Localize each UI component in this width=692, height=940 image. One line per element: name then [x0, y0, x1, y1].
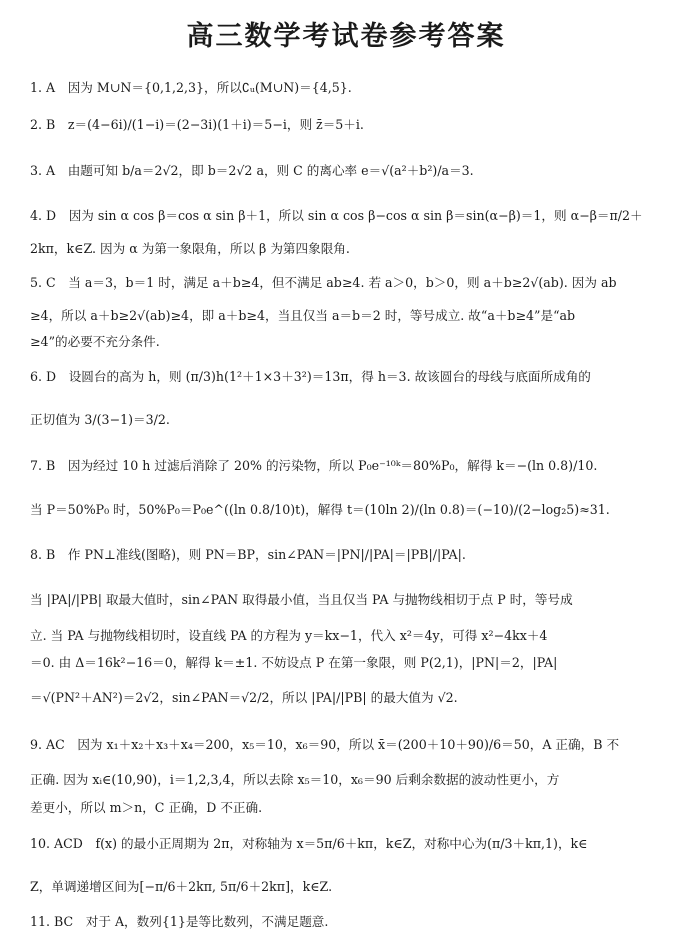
answer-9-line-2: 正确. 因为 xᵢ∈(10,90)，i＝1,2,3,4，所以去除 x₅＝10，x₆＝90 后剩余数据的波动性更小，方 — [30, 772, 560, 787]
answer-9-line-1: 9. AC 因为 x₁＋x₂＋x₃＋x₄＝200，x₅＝10，x₆＝90，所以 x̄＝(200＋10＋90)/6＝50，A 正确，B 不 — [30, 737, 620, 752]
answer-1-line-1: 1. A 因为 M∪N＝{0,1,2,3}，所以∁ᵤ(M∪N)＝{4,5}. — [30, 80, 352, 95]
answer-5-line-1: 5. C 当 a＝3，b＝1 时，满足 a＋b≥4，但不满足 ab≥4. 若 a＞0，b＞0，则 a＋b≥2√(ab). 因为 ab — [30, 275, 617, 290]
answer-7-line-1: 7. B 因为经过 10 h 过滤后消除了 20% 的污染物，所以 P₀e⁻¹⁰ᵏ＝80%P₀，解得 k＝−(ln 0.8)/10. — [30, 458, 598, 473]
answer-6-line-1: 6. D 设圆台的高为 h，则 (π/3)h(1²＋1×3＋3²)＝13π，得 h＝3. 故该圆台的母线与底面所成角的 — [30, 369, 591, 384]
answer-5-line-3: ≥4”的必要不充分条件. — [30, 334, 160, 349]
answer-10-line-1: 10. ACD f(x) 的最小正周期为 2π，对称轴为 x＝5π/6＋kπ，k∈Z，对称中心为(π/3＋kπ,1)，k∈ — [30, 836, 588, 851]
answer-8-line-1: 8. B 作 PN⊥准线(图略)，则 PN＝BP，sin∠PAN＝|PN|/|PA|＝|PB|/|PA|. — [30, 547, 466, 562]
answer-7-line-2: 当 P＝50%P₀ 时，50%P₀＝P₀e^((ln 0.8/10)t)，解得 t＝(10ln 2)/(ln 0.8)＝(−10)/(2−log₂5)≈31. — [30, 502, 610, 517]
answer-10-line-2: Z，单调递增区间为[−π/6＋2kπ, 5π/6＋2kπ]，k∈Z. — [30, 879, 333, 894]
answer-9-line-3: 差更小，所以 m＞n，C 正确，D 不正确. — [30, 800, 263, 815]
answer-8-line-4: ＝0. 由 Δ＝16k²−16＝0，解得 k＝±1. 不妨设点 P 在第一象限，则 P(2,1)，|PN|＝2，|PA| — [30, 655, 558, 670]
answer-11-line-1: 11. BC 对于 A，数列{1}是等比数列，不满足题意. — [30, 914, 329, 929]
answer-4-line-2: 2kπ，k∈Z. 因为 α 为第一象限角，所以 β 为第四象限角. — [30, 241, 350, 256]
page-title: 高三数学考试卷参考答案 — [186, 21, 506, 52]
answer-6-line-2: 正切值为 3/(3−1)＝3/2. — [30, 412, 170, 427]
answer-4-line-1: 4. D 因为 sin α cos β＝cos α sin β＋1，所以 sin α cos β−cos α sin β＝sin(α−β)＝1，则 α−β＝π/2＋ — [30, 208, 643, 223]
answer-3-line-1: 3. A 由题可知 b/a＝2√2，即 b＝2√2 a，则 C 的离心率 e＝√(a²＋b²)/a＝3. — [30, 163, 474, 178]
answer-5-line-2: ≥4，所以 a＋b≥2√(ab)≥4，即 a＋b≥4，当且仅当 a＝b＝2 时，等号成立. 故“a＋b≥4”是“ab — [30, 308, 576, 323]
answer-8-line-3: 立. 当 PA 与抛物线相切时，设直线 PA 的方程为 y＝kx−1，代入 x²＝4y，可得 x²−4kx＋4 — [30, 628, 548, 643]
answer-2-line-1: 2. B z＝(4−6i)/(1−i)＝(2−3i)(1＋i)＝5−i，则 z̄＝5＋i. — [30, 117, 364, 132]
answer-8-line-5: ＝√(PN²＋AN²)＝2√2，sin∠PAN＝√2/2，所以 |PA|/|PB| 的最大值为 √2. — [30, 690, 458, 705]
answer-8-line-2: 当 |PA|/|PB| 取最大值时，sin∠PAN 取得最小值，当且仅当 PA 与抛物线相切于点 P 时，等号成 — [30, 592, 573, 607]
